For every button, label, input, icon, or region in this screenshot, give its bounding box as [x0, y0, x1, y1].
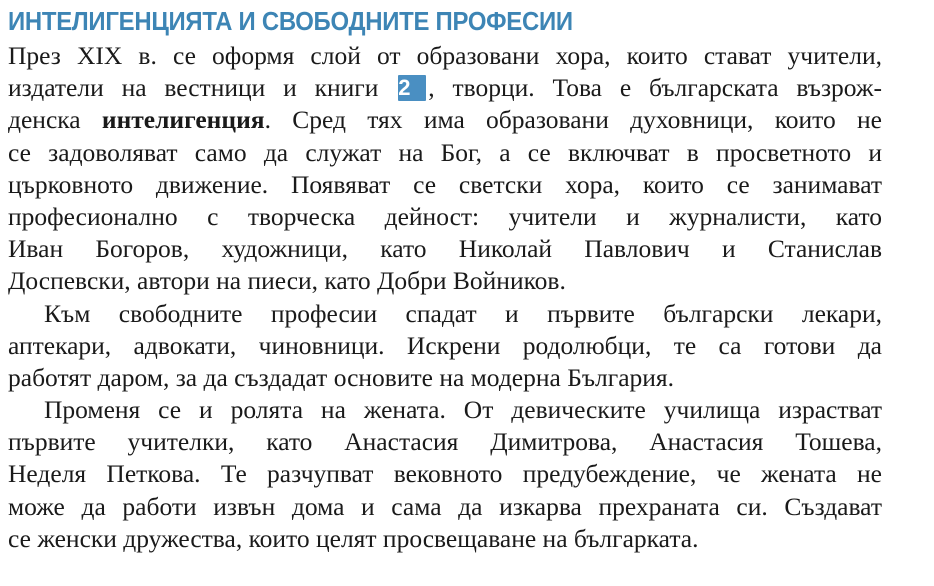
section-heading: ИНТЕЛИГЕНЦИЯТА И СВОБОДНИТЕ ПРОФЕСИИ — [8, 6, 573, 36]
text-line: работят даром, за да създадат основите на модерна България. — [8, 362, 675, 392]
text-line: се женски дружества, които целят просвещаване на българката. — [8, 523, 699, 553]
text-span: . Сред тях има образовани духовници, които не — [264, 105, 883, 135]
paragraph-3 — [8, 394, 882, 555]
text-line: може да работи извън дома и сама да изкарва прехраната си. Създават — [8, 491, 882, 521]
document-page — [8, 4, 882, 555]
text-line — [8, 104, 882, 136]
text-line: се задоволяват само да служат на Бог, а се включват в просветното и — [8, 137, 882, 167]
text-line: аптекари, адвокати, чиновници. Искрени родолюбци, те са готови да — [8, 330, 882, 360]
text-span: издатели на вестници и книги — [8, 73, 379, 103]
text-line: Към свободните професии спадат и първите български лекари, — [44, 298, 882, 328]
text-span: денска — [8, 105, 81, 135]
figure-reference-badge[interactable]: 2 — [398, 75, 426, 101]
text-line: църковното движение. Появяват се светски хора, които се занимават — [8, 169, 882, 199]
text-line: професионално с творческа дейност: учители и журналисти, като — [8, 201, 882, 231]
text-span: , творци. Това е българската възрож- — [428, 73, 883, 103]
text-line: Доспевски, автори на пиеси, като Добри Войников. — [8, 266, 566, 296]
text-line: Променя се и ролята на жената. От девическите училища израстват — [44, 395, 882, 425]
text-line — [8, 72, 882, 104]
paragraph-2 — [8, 298, 882, 395]
text-line: През XIX в. се оформя слой от образовани хора, които стават учители, — [8, 41, 882, 70]
bold-term: интелигенция — [101, 105, 265, 135]
text-line: първите учителки, като Анастасия Димитрова, Анастасия Тошева, — [8, 427, 882, 457]
text-line: Неделя Петкова. Те разчупват вековното предубеждение, че жената не — [8, 459, 882, 489]
paragraph-1 — [8, 40, 882, 298]
text-line: Иван Богоров, художници, като Николай Павлович и Станислав — [8, 234, 882, 264]
